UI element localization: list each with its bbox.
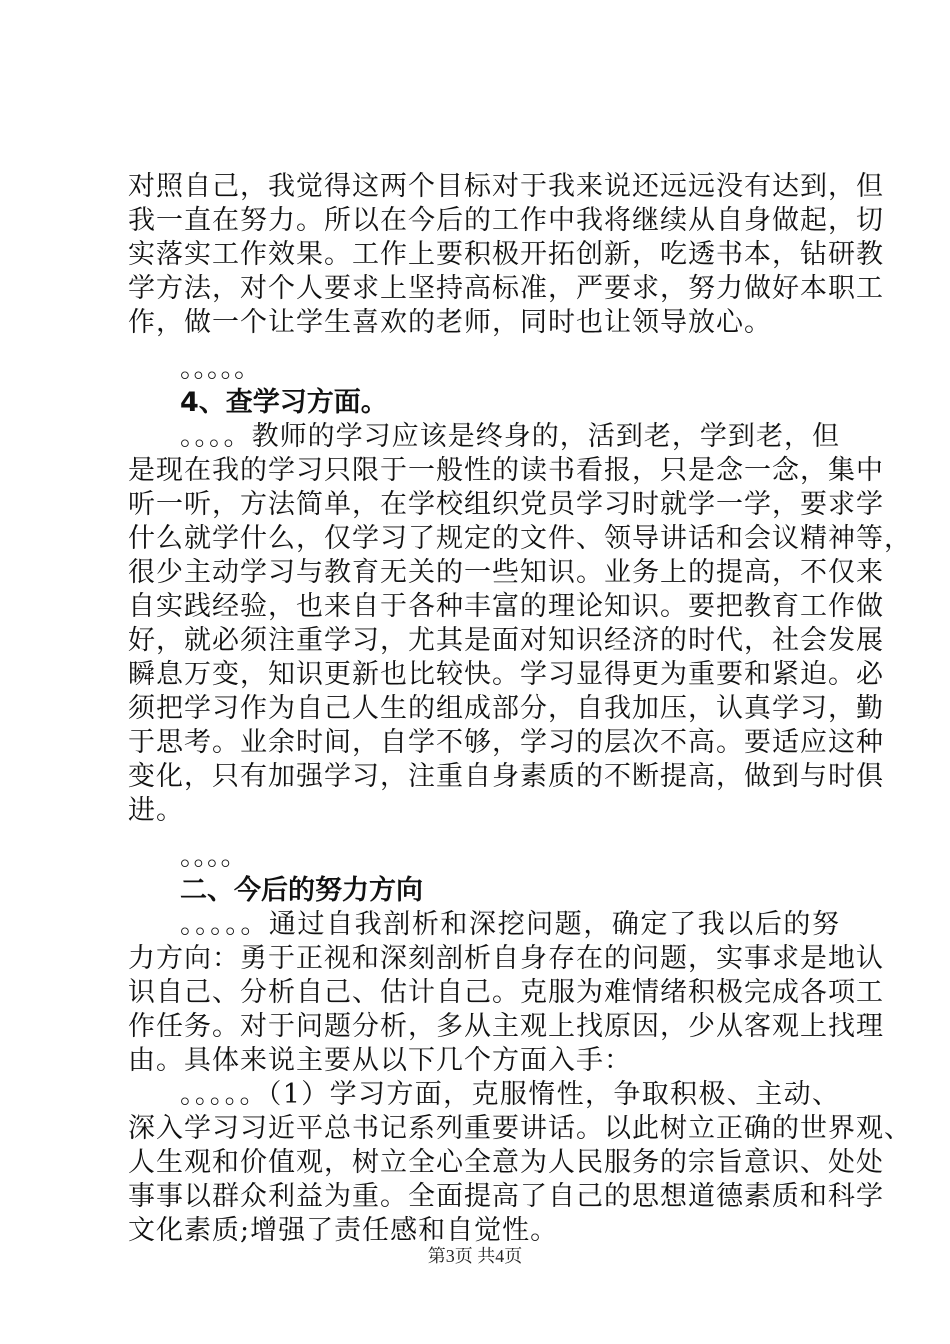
text-line: 识自己、分析自己、估计自己。克服为难情绪积极完成各项工 <box>128 977 884 1008</box>
paragraph-study-aspect <box>128 1078 912 1248</box>
text-line: 学方法，对个人要求上坚持高标准，严要求，努力做好本职工 <box>128 273 884 304</box>
text-line: 须把学习作为自己人生的组成部分，自我加压，认真学习，勤 <box>128 693 884 724</box>
paragraph-self-assessment <box>128 170 884 340</box>
text-line: 文化素质;增强了责任感和自觉性。 <box>128 1215 559 1246</box>
text-line: 力方向：勇于正视和深刻剖析自身存在的问题，实事求是地认 <box>128 943 884 974</box>
spacer <box>128 828 840 840</box>
text-line: 作任务。对于问题分析，多从主观上找原因，少从客观上找理 <box>128 1011 884 1042</box>
text-line: 好，就必须注重学习，尤其是面对知识经济的时代，社会发展 <box>128 625 884 656</box>
spacer <box>128 340 840 352</box>
ellipsis-marks: 。。。。 <box>180 841 248 872</box>
text-line: 事事以群众利益为重。全面提高了自己的思想道德素质和科学 <box>128 1181 884 1212</box>
text-line: 于思考。业余时间，自学不够，学习的层次不高。要适应这种 <box>128 727 884 758</box>
text-line: 是现在我的学习只限于一般性的读书看报，只是念一念，集中 <box>128 455 884 486</box>
section-heading-study: 4、查学习方面。 <box>180 387 388 418</box>
text-line: 自实践经验，也来自于各种丰富的理论知识。要把教育工作做 <box>128 591 884 622</box>
text-line: 我一直在努力。所以在今后的工作中我将继续从自身做起，切 <box>128 205 884 236</box>
text-line: 实落实工作效果。工作上要积极开拓创新，吃透书本，钻研教 <box>128 239 884 270</box>
text-line: 。。。。。（1）学习方面，克服惰性，争取积极、主动、 <box>180 1079 840 1110</box>
text-line: 变化，只有加强学习，注重自身素质的不断提高，做到与时俱 <box>128 761 884 792</box>
text-line: 深入学习习近平总书记系列重要讲话。以此树立正确的世界观、 <box>128 1113 912 1144</box>
ellipsis-marks: 。。。。。 <box>180 353 261 384</box>
text-line: 人生观和价值观，树立全心全意为人民服务的宗旨意识、处处 <box>128 1147 884 1178</box>
text-line: 对照自己，我觉得这两个目标对于我来说还远远没有达到，但 <box>128 171 884 202</box>
text-line: 。。。。。通过自我剖析和深挖问题，确定了我以后的努 <box>180 909 840 940</box>
paragraph-study <box>128 420 912 828</box>
page-number-footer: 第3页 共4页 <box>427 1246 523 1266</box>
section-heading-future-direction: 二、今后的努力方向 <box>180 875 423 906</box>
text-line: 听一听，方法简单，在学校组织党员学习时就学一学，要求学 <box>128 489 884 520</box>
text-line: 进。 <box>128 795 184 826</box>
text-line: 瞬息万变，知识更新也比较快。学习显得更为重要和紧迫。必 <box>128 659 884 690</box>
text-line: 什么就学什么，仅学习了规定的文件、领导讲话和会议精神等， <box>128 523 912 554</box>
text-line: 很少主动学习与教育无关的一些知识。业务上的提高，不仅来 <box>128 557 884 588</box>
text-line: 作，做一个让学生喜欢的老师，同时也让领导放心。 <box>128 307 772 338</box>
paragraph-direction <box>128 908 884 1078</box>
text-line: 。。。。教师的学习应该是终身的，活到老，学到老，但 <box>180 421 840 452</box>
document-body <box>128 170 912 1248</box>
text-line: 由。具体来说主要从以下几个方面入手： <box>128 1045 632 1076</box>
